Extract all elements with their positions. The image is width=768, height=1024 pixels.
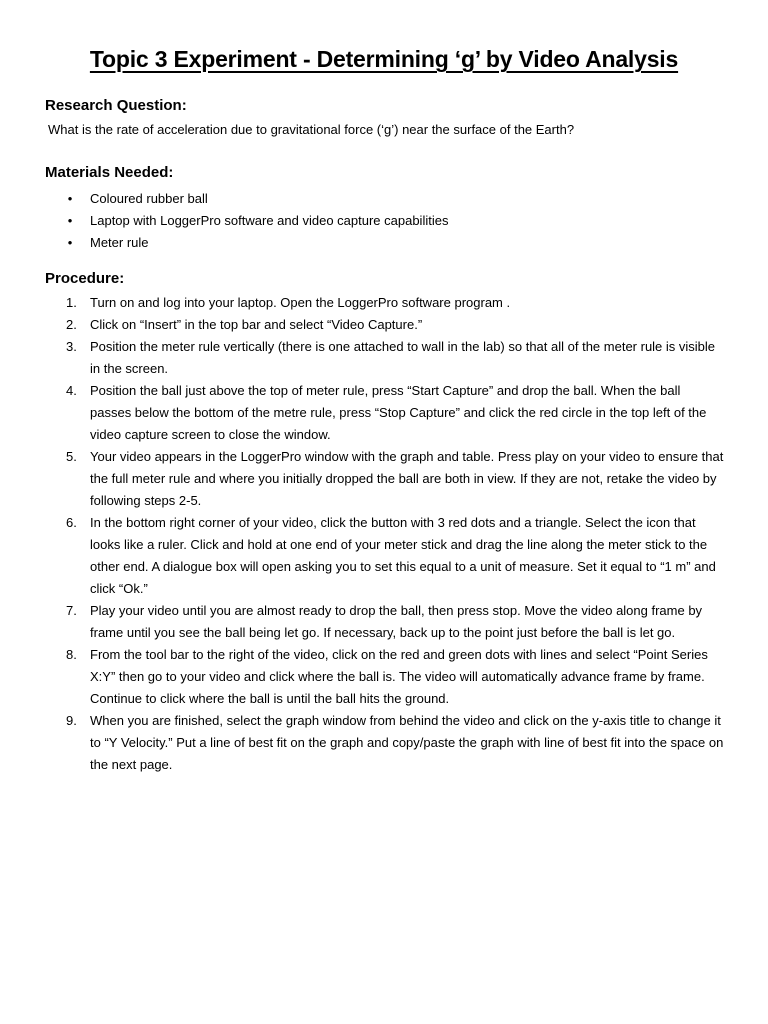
step-number: 3. [66,339,77,354]
step-text: Click on “Insert” in the top bar and select “Video Capture.” [90,317,423,332]
materials-item [0,232,448,254]
procedure-list [0,292,725,776]
bullet-icon: • [67,191,73,206]
step-number: 7. [66,603,77,618]
step-text: Position the meter rule vertically (there is one attached to wall in the lab) so that all of the meter rule is visible in the screen. [90,339,716,376]
procedure-step [0,710,725,776]
step-number: 5. [66,449,77,464]
step-number: 8. [66,647,77,662]
procedure-step [0,314,725,336]
materials-item-text: Coloured rubber ball [90,191,208,206]
step-text: From the tool bar to the right of the video, click on the red and green dots with lines and select “Point Series X:Y” then go to your video and click where the ball is. The video will automatically advance frame by frame. Continue to click where the ball is until the ball hits the ground. [90,647,708,706]
research-question-heading: Research Question: [45,97,187,114]
procedure-step [0,292,725,314]
step-text: Turn on and log into your laptop. Open the LoggerPro software program . [90,295,511,310]
materials-item [0,188,448,210]
step-text: Your video appears in the LoggerPro window with the graph and table. Press play on your video to ensure that the full meter rule and where you initially dropped the ball are both in view. If they are not, retake the video by following steps 2-5. [90,449,724,508]
step-text: Position the ball just above the top of meter rule, press “Start Capture” and drop the ball. When the ball passes below the bottom of the metre rule, press “Stop Capture” and click the red circle in the top left of the video capture screen to close the window. [90,383,707,442]
materials-heading: Materials Needed: [45,164,174,181]
step-number: 4. [66,383,77,398]
materials-item [0,210,448,232]
materials-item-text: Meter rule [90,235,149,250]
step-text: In the bottom right corner of your video, click the button with 3 red dots and a triangle. Select the icon that looks like a ruler. Click and hold at one end of your meter stick and drag the line along the meter stick to the other end. A dialogue box will open asking you to set this equal to a unit of measure. Set it equal to “1 m” and click “Ok.” [90,515,716,596]
materials-item-text: Laptop with LoggerPro software and video capture capabilities [90,213,449,228]
procedure-step [0,336,725,380]
research-question-text: What is the rate of acceleration due to gravitational force (‘g’) near the surface of the Earth? [48,122,575,137]
step-text: When you are finished, select the graph window from behind the video and click on the y-axis title to change it to “Y Velocity.” Put a line of best fit on the graph and copy/paste the graph with line of best fit into the space on the next page. [90,713,724,772]
procedure-step [0,446,725,512]
bullet-icon: • [67,235,73,250]
procedure-step [0,600,725,644]
step-number: 2. [66,317,77,332]
page-title: Topic 3 Experiment - Determining ‘g’ by Video Analysis [89,46,679,72]
step-number: 6. [66,515,77,530]
step-number: 9. [66,713,77,728]
bullet-icon: • [67,213,73,228]
step-number: 1. [66,295,77,310]
procedure-heading: Procedure: [45,270,125,287]
procedure-step [0,644,725,710]
procedure-step [0,512,725,600]
procedure-step [0,380,725,446]
step-text: Play your video until you are almost ready to drop the ball, then press stop. Move the video along frame by frame until you see the ball being let go. If necessary, back up to the point just before the ball is let go. [90,603,703,640]
materials-list [0,188,448,254]
